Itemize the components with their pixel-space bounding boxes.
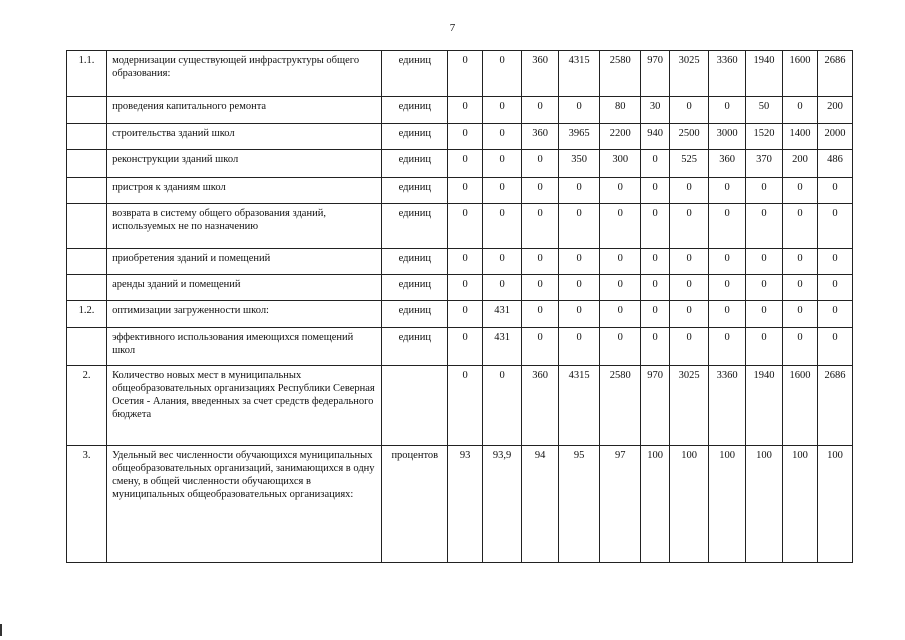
value-cell: 0 <box>670 249 709 275</box>
value-cell: 0 <box>522 178 559 204</box>
value-cell: 0 <box>522 150 559 178</box>
unit-cell: единиц <box>382 204 448 249</box>
unit-cell: единиц <box>382 178 448 204</box>
value-cell: 2500 <box>670 124 709 150</box>
value-cell: 940 <box>641 124 670 150</box>
value-cell: 0 <box>817 178 852 204</box>
value-cell: 93 <box>448 446 483 563</box>
value-cell: 0 <box>783 249 818 275</box>
value-cell: 0 <box>746 301 783 328</box>
value-cell: 360 <box>522 124 559 150</box>
page-number: 7 <box>449 22 456 34</box>
value-cell: 0 <box>817 301 852 328</box>
value-cell: 0 <box>670 275 709 301</box>
value-cell: 0 <box>783 275 818 301</box>
value-cell: 0 <box>559 301 600 328</box>
value-cell: 3360 <box>709 51 746 97</box>
unit-cell <box>382 366 448 446</box>
row-number-cell <box>67 275 107 301</box>
value-cell: 0 <box>483 275 522 301</box>
value-cell: 3025 <box>670 366 709 446</box>
value-cell: 0 <box>483 366 522 446</box>
value-cell: 431 <box>483 328 522 366</box>
row-number-cell: 3. <box>67 446 107 563</box>
value-cell: 360 <box>522 51 559 97</box>
indicator-name-cell: Количество новых мест в муниципальных общеобразовательных организациях Республики Северная Осетия - Алания, введенных за счет средств федерального бюджета <box>107 366 382 446</box>
value-cell: 0 <box>600 249 641 275</box>
value-cell: 360 <box>709 150 746 178</box>
value-cell: 0 <box>448 97 483 124</box>
value-cell: 0 <box>817 328 852 366</box>
edge-mark <box>0 624 2 636</box>
value-cell: 0 <box>709 275 746 301</box>
value-cell: 0 <box>746 178 783 204</box>
value-cell: 1940 <box>746 51 783 97</box>
indicator-name-cell: проведения капитального ремонта <box>107 97 382 124</box>
value-cell: 94 <box>522 446 559 563</box>
value-cell: 1400 <box>783 124 818 150</box>
value-cell: 300 <box>600 150 641 178</box>
value-cell: 0 <box>522 301 559 328</box>
indicator-name-cell: оптимизации загруженности школ: <box>107 301 382 328</box>
value-cell: 200 <box>783 150 818 178</box>
value-cell: 0 <box>783 301 818 328</box>
table-row <box>67 301 853 328</box>
value-cell: 2686 <box>817 366 852 446</box>
value-cell: 0 <box>448 178 483 204</box>
value-cell: 0 <box>709 178 746 204</box>
unit-cell: единиц <box>382 249 448 275</box>
row-number-cell: 2. <box>67 366 107 446</box>
row-number-cell <box>67 124 107 150</box>
unit-cell: единиц <box>382 275 448 301</box>
value-cell: 0 <box>448 150 483 178</box>
value-cell: 0 <box>709 301 746 328</box>
value-cell: 0 <box>483 51 522 97</box>
row-number-cell <box>67 97 107 124</box>
value-cell: 2686 <box>817 51 852 97</box>
value-cell: 0 <box>448 328 483 366</box>
value-cell: 0 <box>448 51 483 97</box>
value-cell: 1600 <box>783 366 818 446</box>
value-cell: 100 <box>746 446 783 563</box>
value-cell: 0 <box>709 204 746 249</box>
value-cell: 0 <box>709 97 746 124</box>
value-cell: 3965 <box>559 124 600 150</box>
value-cell: 0 <box>600 275 641 301</box>
value-cell: 0 <box>448 124 483 150</box>
value-cell: 100 <box>670 446 709 563</box>
indicator-name-cell: аренды зданий и помещений <box>107 275 382 301</box>
value-cell: 0 <box>483 124 522 150</box>
value-cell: 0 <box>522 328 559 366</box>
unit-cell: единиц <box>382 301 448 328</box>
value-cell: 2200 <box>600 124 641 150</box>
value-cell: 0 <box>600 178 641 204</box>
indicator-name-cell: эффективного использования имеющихся помещений школ <box>107 328 382 366</box>
value-cell: 0 <box>746 204 783 249</box>
value-cell: 0 <box>817 249 852 275</box>
indicator-name-cell: приобретения зданий и помещений <box>107 249 382 275</box>
indicator-name-cell: пристроя к зданиям школ <box>107 178 382 204</box>
value-cell: 0 <box>448 366 483 446</box>
value-cell: 0 <box>559 204 600 249</box>
value-cell: 0 <box>670 178 709 204</box>
table-body <box>67 51 853 563</box>
value-cell: 0 <box>559 178 600 204</box>
value-cell: 0 <box>709 328 746 366</box>
row-number-cell <box>67 150 107 178</box>
value-cell: 486 <box>817 150 852 178</box>
value-cell: 970 <box>641 51 670 97</box>
value-cell: 100 <box>817 446 852 563</box>
value-cell: 0 <box>817 275 852 301</box>
value-cell: 0 <box>522 275 559 301</box>
value-cell: 0 <box>746 275 783 301</box>
value-cell: 1940 <box>746 366 783 446</box>
table-row <box>67 249 853 275</box>
value-cell: 0 <box>483 178 522 204</box>
value-cell: 970 <box>641 366 670 446</box>
value-cell: 0 <box>641 275 670 301</box>
unit-cell: единиц <box>382 328 448 366</box>
value-cell: 0 <box>641 178 670 204</box>
table-row <box>67 97 853 124</box>
value-cell: 431 <box>483 301 522 328</box>
value-cell: 0 <box>783 204 818 249</box>
value-cell: 4315 <box>559 366 600 446</box>
value-cell: 0 <box>709 249 746 275</box>
table-row <box>67 204 853 249</box>
value-cell: 0 <box>483 204 522 249</box>
value-cell: 0 <box>641 204 670 249</box>
value-cell: 0 <box>448 204 483 249</box>
indicators-table <box>66 50 853 563</box>
value-cell: 0 <box>783 328 818 366</box>
value-cell: 200 <box>817 97 852 124</box>
table-row <box>67 51 853 97</box>
row-number-cell <box>67 328 107 366</box>
unit-cell: единиц <box>382 124 448 150</box>
value-cell: 0 <box>483 150 522 178</box>
value-cell: 0 <box>641 328 670 366</box>
value-cell: 0 <box>670 204 709 249</box>
table-row <box>67 275 853 301</box>
value-cell: 95 <box>559 446 600 563</box>
unit-cell: процентов <box>382 446 448 563</box>
value-cell: 2580 <box>600 366 641 446</box>
value-cell: 100 <box>709 446 746 563</box>
value-cell: 3025 <box>670 51 709 97</box>
value-cell: 0 <box>670 328 709 366</box>
row-number-cell: 1.2. <box>67 301 107 328</box>
value-cell: 0 <box>559 328 600 366</box>
value-cell: 0 <box>746 249 783 275</box>
indicator-name-cell: строительства зданий школ <box>107 124 382 150</box>
value-cell: 0 <box>522 249 559 275</box>
table-row <box>67 328 853 366</box>
value-cell: 0 <box>559 275 600 301</box>
value-cell: 525 <box>670 150 709 178</box>
value-cell: 93,9 <box>483 446 522 563</box>
value-cell: 97 <box>600 446 641 563</box>
row-number-cell: 1.1. <box>67 51 107 97</box>
value-cell: 2000 <box>817 124 852 150</box>
value-cell: 0 <box>641 150 670 178</box>
unit-cell: единиц <box>382 150 448 178</box>
value-cell: 0 <box>448 275 483 301</box>
value-cell: 0 <box>559 249 600 275</box>
value-cell: 0 <box>448 301 483 328</box>
value-cell: 0 <box>600 328 641 366</box>
value-cell: 1520 <box>746 124 783 150</box>
value-cell: 2580 <box>600 51 641 97</box>
value-cell: 3000 <box>709 124 746 150</box>
value-cell: 0 <box>670 301 709 328</box>
table-row <box>67 366 853 446</box>
value-cell: 30 <box>641 97 670 124</box>
value-cell: 100 <box>783 446 818 563</box>
row-number-cell <box>67 249 107 275</box>
value-cell: 0 <box>817 204 852 249</box>
value-cell: 0 <box>641 249 670 275</box>
table-row <box>67 178 853 204</box>
table-row <box>67 446 853 563</box>
value-cell: 0 <box>483 97 522 124</box>
value-cell: 0 <box>600 204 641 249</box>
value-cell: 0 <box>522 97 559 124</box>
value-cell: 0 <box>600 301 641 328</box>
table-row <box>67 150 853 178</box>
value-cell: 0 <box>522 204 559 249</box>
value-cell: 0 <box>448 249 483 275</box>
indicator-name-cell: Удельный вес численности обучающихся муниципальных общеобразовательных организаций, занимающихся в одну смену, в общей численности обучающихся в муниципальных общеобразовательных организациях: <box>107 446 382 563</box>
value-cell: 50 <box>746 97 783 124</box>
value-cell: 100 <box>641 446 670 563</box>
value-cell: 370 <box>746 150 783 178</box>
value-cell: 0 <box>783 178 818 204</box>
indicator-name-cell: реконструкции зданий школ <box>107 150 382 178</box>
value-cell: 4315 <box>559 51 600 97</box>
value-cell: 360 <box>522 366 559 446</box>
table-row <box>67 124 853 150</box>
row-number-cell <box>67 204 107 249</box>
value-cell: 1600 <box>783 51 818 97</box>
value-cell: 0 <box>641 301 670 328</box>
value-cell: 0 <box>746 328 783 366</box>
value-cell: 0 <box>783 97 818 124</box>
row-number-cell <box>67 178 107 204</box>
indicator-name-cell: модернизации существующей инфраструктуры общего образования: <box>107 51 382 97</box>
unit-cell: единиц <box>382 97 448 124</box>
value-cell: 0 <box>483 249 522 275</box>
unit-cell: единиц <box>382 51 448 97</box>
value-cell: 3360 <box>709 366 746 446</box>
value-cell: 0 <box>670 97 709 124</box>
indicator-name-cell: возврата в систему общего образования зданий, используемых не по назначению <box>107 204 382 249</box>
value-cell: 0 <box>559 97 600 124</box>
value-cell: 350 <box>559 150 600 178</box>
value-cell: 80 <box>600 97 641 124</box>
